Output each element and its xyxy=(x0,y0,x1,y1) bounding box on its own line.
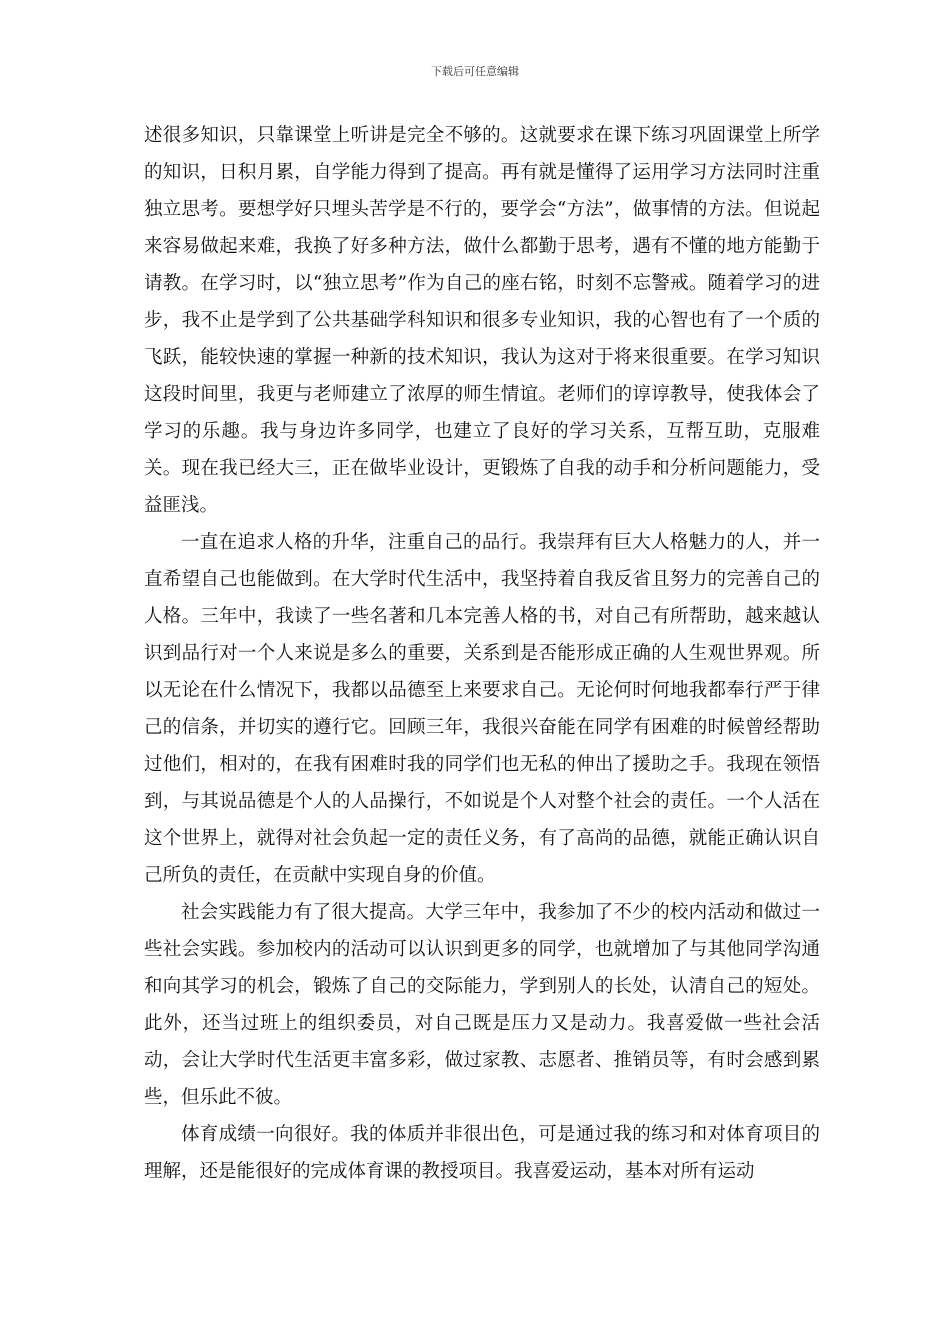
paragraph: 社会实践能力有了很大提高。大学三年中，我参加了不少的校内活动和做过一些社会实践。参加校内的活动可以认识到更多的同学，也就增加了与其他同学沟通和向其学习的机会，锻炼了自己的交际能力，学到别人的长处，认清自己的短处。此外，还当过班上的组织委员，对自己既是压力又是动力。我喜爱做一些社会活动，会让大学时代生活更丰富多彩，做过家教、志愿者、推销员等，有时会感到累些，但乐此不彼。 xyxy=(144,902,820,1108)
paragraph: 体育成绩一向很好。我的体质并非很出色，可是通过我的练习和对体育项目的理解，还是能很好的完成体育课的教授项目。我喜爱运动，基本对所有运动 xyxy=(144,1124,820,1182)
document-body xyxy=(144,117,820,1190)
page-header: 下载后可任意编辑 xyxy=(431,65,519,78)
paragraph: 一直在追求人格的升华，注重自己的品行。我崇拜有巨大人格魅力的人，并一直希望自己也能做到。在大学时代生活中，我坚持着自我反省且努力的完善自己的人格。三年中，我读了一些名著和几本完善人格的书，对自己有所帮助，越来越认识到品行对一个人来说是多么的重要，关系到是否能形成正确的人生观世界观。所以无论在什么情况下，我都以品德至上来要求自己。无论何时何地我都奉行严于律己的信条，并切实的遵行它。回顾三年，我很兴奋能在同学有困难的时候曾经帮助过他们，相对的，在我有困难时我的同学们也无私的伸出了援助之手。我现在领悟到，与其说品德是个人的人品操行，不如说是个人对整个社会的责任。一个人活在这个世界上，就得对社会负起一定的责任义务，有了高尚的品德，就能正确认识自己所负的责任，在贡献中实现自身的价值。 xyxy=(144,532,820,886)
paragraph: 述很多知识，只靠课堂上听讲是完全不够的。这就要求在课下练习巩固课堂上所学的知识，日积月累，自学能力得到了提高。再有就是懂得了运用学习方法同时注重独立思考。要想学好只埋头苦学是不行的，要学会“方法”，做事情的方法。但说起来容易做起来难，我换了好多种方法，做什么都勤于思考，遇有不懂的地方能勤于请教。在学习时，以“独立思考”作为自己的座右铭，时刻不忘警戒。随着学习的进步，我不止是学到了公共基础学科知识和很多专业知识，我的心智也有了一个质的飞跃，能较快速的掌握一种新的技术知识，我认为这对于将来很重要。在学习知识这段时间里，我更与老师建立了浓厚的师生情谊。老师们的谆谆教导，使我体会了学习的乐趣。我与身边许多同学，也建立了良好的学习关系，互帮互助，克服难关。现在我已经大三，正在做毕业设计，更锻炼了自我的动手和分析问题能力，受益匪浅。 xyxy=(144,125,820,516)
